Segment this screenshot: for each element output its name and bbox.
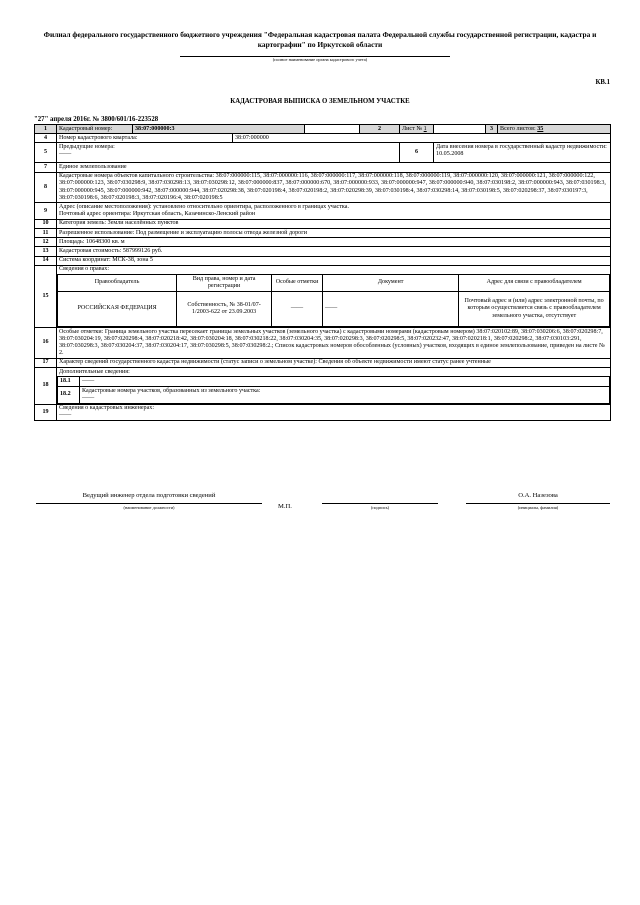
row-5-6 [35,143,611,163]
signatory-name: О.А. Назезова [518,492,558,499]
sub-18-1-value: —— [80,377,610,387]
entry-date-cell [434,143,611,163]
sub-18-2-label: Кадастровые номера участков, образованных из земельного участка: [82,387,261,394]
form-code: КВ.1 [595,79,610,86]
total-cell-number: 3 [486,125,498,134]
row-number: 18 [35,368,57,405]
row-number: 1 [35,125,57,134]
area: Площадь: 10648300 кв. м [57,238,611,247]
row-7 [35,163,611,172]
cadastral-value: Кадастровая стоимость: 587999126 руб. [57,247,611,256]
row-4 [35,134,611,143]
engineers-value: —— [59,412,72,419]
address-label: Адрес (описание местоположения): установлено относительно ориентира, расположенного в границах участка. [59,203,350,210]
special-marks: Особые отметки: Граница земельного участка пересекает границы земельных участков (земельного участка) с кадастровыми номерами (кадастровым номером) 38:07:020102:89, 38:07:030206:6, 38:07:020298:7, 38:07:030204:19, 38:07:020298:4, 38:07:020218:42, 38:07:030204:18, 38:07:030218:22, 38:07:030204:35, 38:07:020298:3, 38:07:020298:5, 38:07:020232:47, 38:07:020218:1, 38:07:020298:2, 38:07:030103:291, 38:07:030298:3, 38:07:030204:37, 38:07:030204:17, 38:07:030298:5, 38:07:030298:2.; Список кадастровых номеров обособленных (условных) участков, входящих в единое землепользование, приведен на листе № 2. [57,328,611,359]
total-label: Всего листов: [500,125,536,132]
row-number: 17 [35,358,57,367]
sub-18-2-value: —— [82,394,95,401]
additional-info-table [57,376,610,403]
rights-document: —— [323,292,459,327]
engineers-cell [57,404,611,420]
row-number: 19 [35,404,57,420]
additional-info-cell [57,368,611,405]
cadastral-number: 38:07:000000:3 [133,125,305,134]
rights-label: Сведения о правах: [59,266,110,273]
row-number: 4 [35,134,57,143]
rights-registration: Собственность, № 38-01/07-1/2003-622 от 23.09.2003 [177,292,272,327]
engineers-label: Сведения о кадастровых инженерах: [59,405,155,412]
rights-marks: —— [271,292,322,327]
row-18 [35,368,611,405]
position-line [36,503,262,504]
row-14 [35,256,611,265]
sheet-cell-number: 2 [360,125,400,134]
row-label: Кадастровый номер: [57,125,133,134]
signatory-position: Ведущий инженер отдела подготовки сведений [82,492,216,499]
sub-18-2-cell [80,387,610,403]
entry-date-label: Дата внесения номера в государственный кадастр недвижимости: [436,143,607,150]
address-value: Почтовый адрес ориентира: Иркутская область, Казачинско-Ленский район [59,211,256,218]
signature-caption: (подпись) [370,505,390,510]
row-number: 7 [35,163,57,172]
row-label: Номер кадастрового квартала: [57,134,233,143]
row-8 [35,172,611,203]
document-title: КАДАСТРОВАЯ ВЫПИСКА О ЗЕМЕЛЬНОМ УЧАСТКЕ [230,98,410,105]
document-date-number: "27" апреля 2016г. № 3800/601/16-223528 [34,116,159,123]
total-cell [498,125,611,134]
rights-address: Почтовый адрес и (или) адрес электронной почты, по которым осуществляется связь с правообладателем земельного участка, отсутствует [459,292,610,327]
quarter-number: 38:07:000000 [233,134,611,143]
rights-header-right: Вид права, номер и дата регистрации [177,275,272,292]
rights-cell [57,265,611,327]
row-number: 11 [35,229,57,238]
row-12 [35,238,611,247]
land-use-type: Единое землепользование [57,163,611,172]
coordinate-system: Система координат: МСК-38, зона 5 [57,256,611,265]
row-number: 8 [35,172,57,203]
row-17 [35,358,611,367]
rights-header-owner: Правообладатель [58,275,177,292]
land-category: Категория земель: Земли населённых пунктов [57,219,611,228]
row-13 [35,247,611,256]
position-caption: (наименование должности) [123,505,175,510]
rights-header-address: Адрес для связи с правообладателем [459,275,610,292]
row-10 [35,219,611,228]
rights-owner: РОССИЙСКАЯ ФЕДЕРАЦИЯ [58,292,177,327]
address-cell [57,203,611,219]
row-11 [35,229,611,238]
row-number: 13 [35,247,57,256]
sub-18-1-number: 18.1 [58,377,80,387]
row-number: 15 [35,265,57,327]
name-caption: (инициалы, фамилия) [517,505,559,510]
sheet-label: Лист № [402,125,423,132]
row-number: 6 [400,143,434,163]
row-number: 10 [35,219,57,228]
row-number: 5 [35,143,57,163]
previous-numbers-value: —— [59,151,72,158]
record-status: Характер сведений государственного кадастра недвижимости (статус записи о земельном участке): Сведения об объекте недвижимости имеют статус ранее учтенные [57,358,611,367]
rights-header-marks: Особые отметки [271,275,322,292]
row-1 [35,125,611,134]
extract-table [34,124,611,421]
entry-date-value: 10.05.2008 [436,151,464,158]
row-9 [35,203,611,219]
name-line [466,503,610,504]
sheet-value: 1 [423,125,427,132]
row-number: 14 [35,256,57,265]
row-19 [35,404,611,420]
organization-caption: (полное наименование органа кадастрового учета) [272,57,368,62]
rights-header-document: Документ [323,275,459,292]
sub-18-2-number: 18.2 [58,387,80,403]
total-value: 35 [537,125,544,132]
previous-numbers-label: Предыдущие номера: [59,143,115,150]
previous-numbers-cell [57,143,400,163]
organization-name: Филиал федерального государственного бюджетного учреждения "Федеральная кадастровая палата Федеральной службы государственной регистрации, кадастра и картографии" по Иркутской области [43,30,597,49]
row-16 [35,328,611,359]
additional-info-label: Дополнительные сведения: [59,368,130,375]
rights-table [57,274,610,327]
sheet-cell [400,125,434,134]
row-number: 16 [35,328,57,359]
row-number: 9 [35,203,57,219]
stamp-place: М.П. [278,503,292,510]
row-number: 12 [35,238,57,247]
signature-line [322,503,438,504]
permitted-use: Разрешенное использование: Под размещение и эксплуатацию полосы отвода железной дороги [57,229,611,238]
row-15 [35,265,611,327]
capital-construction-numbers: Кадастровые номера объектов капитального строительства: 38:07:000000:115, 38:07:000000:116, 38:07:000000:117, 38:07:000000:118, 38:07:000000:119, 38:07:000000:120, 38:07:000000:121, 38:07:000000:122, 38:07:000000:123, 38:07:030298:9, 38:07:030298:13, 38:07:030298:12, 38:07:000000:837, 38:07:000000:670, 38:07:000000:933, 38:07:000000:947, 38:07:000000:940, 38:07:030198:2, 38:07:000000:943, 38:07:030198:3, 38:07:000000:945, 38:07:000000:942, 38:07:000000:944, 38:07:020298:38, 38:07:020198:4, 38:07:020198:2, 38:07:020298:39, 38:07:030198:4, 38:07:030298:14, 38:07:030198:5, 38:07:020298:37, 38:07:030197:3, 38:07:030198:6, 38:07:020198:3, 38:07:020196:4, 38:07:020198:5 [57,172,611,203]
